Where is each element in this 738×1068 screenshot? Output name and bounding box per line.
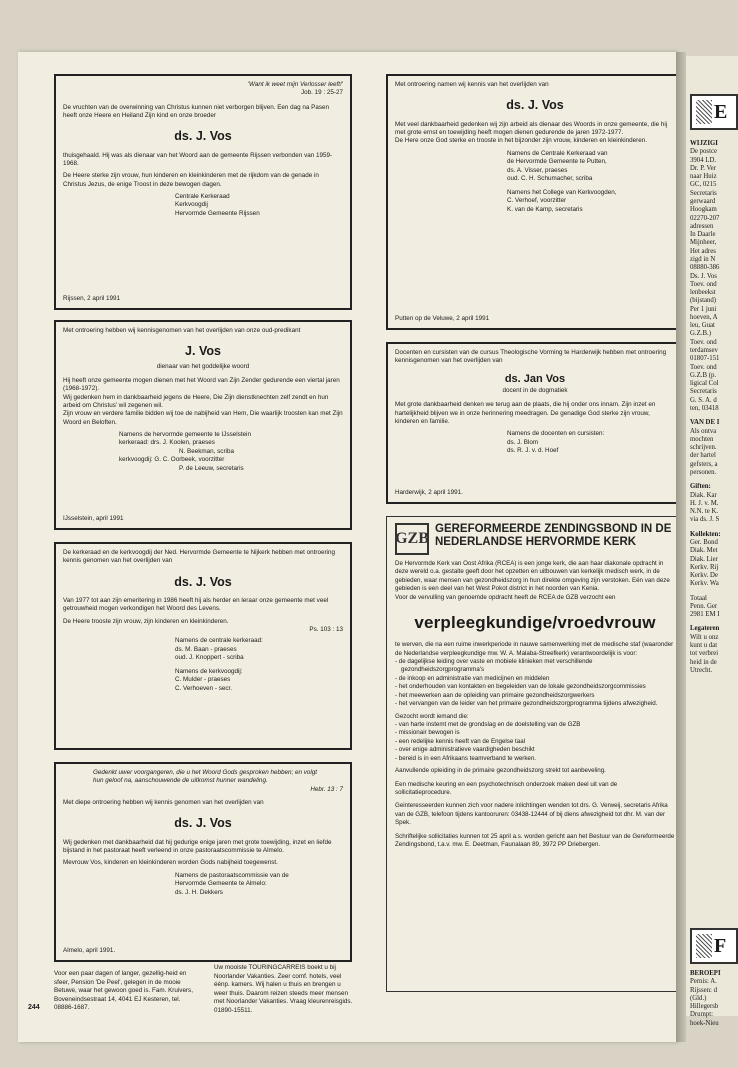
right-page-column <box>690 970 721 1028</box>
signature-block <box>175 872 343 898</box>
text-line: schrijven. <box>690 444 717 452</box>
text-line: G.Z.B.) <box>690 330 711 338</box>
section-header-letter: E <box>714 101 728 123</box>
obituary-putten <box>386 74 684 330</box>
text-line: Secretaris <box>690 189 717 197</box>
text-line: H. J. v. M. <box>690 499 719 507</box>
signature-line: C. Mulder - praeses <box>175 676 231 684</box>
text-line: Ger. Bond <box>690 538 718 546</box>
section-header-box <box>690 94 738 130</box>
body-text: Mevrouw Vos, kinderen en kleinkinderen worden Gods nabijheid toegewenst. <box>63 859 278 867</box>
body-text: De Hervormde Kerk van Oost Afrika (RCEA) is een jonge kerk, die aan haar diakonale opdracht in deze wereld o.a. gestalte geeft door het opzetten en uitbouwen van kerkelijk medisch werk, in de gebieden, waar mensen van gezondheidszorg in hun direkte omgeving zijn verstoken. Eén van deze gebieden is een deel van het West Pokot district in het noorden van Kenia. <box>395 560 670 593</box>
signature-block <box>175 668 343 694</box>
text-line: Wilt u onz <box>690 633 719 641</box>
gzb-job-advertisement <box>386 516 684 992</box>
text-line: heid in de <box>690 658 717 666</box>
signature-block <box>175 193 343 219</box>
signature-line: ds. A. Visser, praeses <box>507 166 568 174</box>
text-line: Het adres <box>690 247 716 255</box>
list-item: - het onderhouden van kontakten en begeleiden van de lokale gezondheidszorgcommissies <box>395 683 646 691</box>
text-line: Toev. ond <box>690 280 717 288</box>
intro-text: Met ontroering namen wij kennis van het overlijden van <box>395 81 549 88</box>
bible-quote: 'Want ik weet mijn Verlosser leeft!' <box>247 81 343 88</box>
text-line: Legateren <box>690 625 720 633</box>
list-item: - over enige administratieve vaardigheden beschikt <box>395 746 535 754</box>
intro-text: De kerkeraad en de kerkvoogdij der Ned. Hervormde Gemeente te Nijkerk hebben met ontroering kennis genomen van het overlijden van <box>63 549 335 565</box>
text-line: N.N. te K. <box>690 508 719 516</box>
text-line: Hoogkam <box>690 206 717 214</box>
signature-line: N. Beekman, scriba <box>179 447 234 455</box>
body-text: Aanvullende opleiding in de primaire gezondheidszorg strekt tot aanbeveling. <box>395 767 606 775</box>
deceased-name: ds. J. Vos <box>174 129 232 144</box>
gzb-title: GEREFORMEERDE ZENDINGSBOND IN DE NEDERLANDSE HERVORMDE KERK <box>435 523 672 548</box>
text-line: mochten <box>690 435 714 443</box>
text-line: zigd in N <box>690 255 716 263</box>
signature-line: ds. R. J. v. d. Hoef <box>507 447 559 455</box>
place-date: Rijssen, 2 april 1991 <box>63 294 121 302</box>
signature-block <box>507 430 675 456</box>
text-line: ligical Col <box>690 380 719 388</box>
text-line: der hartel <box>690 452 716 460</box>
list-item: - het meewerken aan de opleiding van primaire gezondheidszorgwerkers <box>395 691 595 699</box>
text-line: Diak. Kar <box>690 491 717 499</box>
subtitle: docent in de dogmatiek <box>502 387 568 395</box>
newspaper-page <box>18 52 676 1042</box>
signature-line: de Hervormde Gemeente te Putten, <box>507 158 607 166</box>
page-gutter <box>676 52 686 1042</box>
text-line: Hillegersb <box>690 1003 719 1011</box>
signature-line: kerkeraad: drs. J. Koolen, praeses <box>119 439 215 447</box>
bible-reference: Hebr. 13 : 7 <box>310 785 343 793</box>
body-text: thuisgehaald. Hij was als dienaar van het Woord aan de gemeente Rijssen verbonden van 1959-1968. <box>63 151 333 167</box>
signature-line: Namens de kerkvoogdij: <box>175 667 243 675</box>
bible-quote: Gedenkt uwer voorgangeren, die u het Woord Gods gesproken hebben; en volgt hun geloof na, aanschouwende de uitkomst hunner wandeling. <box>93 769 318 785</box>
body-text: Een medische keuring en een psychotechnisch onderzoek maken deel uit van de sollicitatieprocedure. <box>395 780 618 796</box>
text-line: Diak. Lier <box>690 555 718 563</box>
gzb-logo: GZB <box>395 523 429 555</box>
deceased-name: ds. J. Vos <box>174 816 232 831</box>
text-line: 08880-386 <box>690 264 720 272</box>
text-line: Rijssen: d <box>690 986 718 994</box>
text-line: personen. <box>690 468 717 476</box>
text-line: 3904 LD. <box>690 156 717 164</box>
text-line: Kollekten: <box>690 530 721 538</box>
obituary-ijsselstein <box>54 320 352 530</box>
signature-block <box>175 637 343 663</box>
requirements-intro: Gezocht wordt iemand die: <box>395 712 469 720</box>
text-line: terdamsev <box>690 347 718 355</box>
body-text: De Heere sterke zijn vrouw, hun kinderen en kleinkinderen met de rijkdom van de genade in Christus Jezus, de enige Troost in deze bewogen dagen. <box>63 172 319 188</box>
body-text: De Here onze God sterke en trooste in het bijzonder zijn vrouw, kinderen en kleinkinderen. <box>395 137 648 145</box>
obituary-almelo <box>54 762 352 962</box>
text-line: Toev. ond <box>690 363 717 371</box>
signature-line: ds. J. H. Dekkers <box>175 888 223 896</box>
body-text: Schriftelijke sollicitaties kunnen tot 25 april a.s. worden gericht aan het Bestuur van de Gereformeerde Zendingsbond, t.a.v. mw. E. Deetman, Faunalaan 89, 3972 PP Driebergen. <box>395 832 675 849</box>
text-line: naar Huiz <box>690 173 717 181</box>
text-line: tot verbrei <box>690 650 719 658</box>
body-text: Voor de vervulling van genoemde opdracht heeft de RCEA de GZB verzocht een <box>395 593 616 601</box>
right-page-column <box>690 140 721 675</box>
signature-line: Namens het College van Kerkvoogden, <box>507 188 617 196</box>
signature-block <box>507 189 675 215</box>
body-text: Wij gedenken met dankbaarheid dat hij gedurige enige jaren met grote toewijding, inzet en liefde bijstand in het pastoraat heeft verleend in onze pastoraatscommissie te Almelo. <box>63 838 332 854</box>
intro-text: Docenten en cursisten van de cursus Theologische Vorming te Harderwijk hebben met ontroering kennisgenomen van het overlijden van <box>395 349 667 365</box>
signature-line: ds. M. Baan - praeses <box>175 645 237 653</box>
body-text: De Heere trooste zijn vrouw, zijn kinderen en kleinkinderen. <box>63 617 229 625</box>
text-line: gerwaard <box>690 197 716 205</box>
deceased-name: J. Vos <box>185 344 221 359</box>
text-line: BEROEPI <box>690 970 721 977</box>
text-line: Pernis: A. <box>690 978 717 986</box>
body-text: Wij gedenken hem in dankbaarheid jegens de Heere, Die Zijn dienstknechten zelf zendt en hun arbeid om Christus' wil zegenen wil. <box>63 393 329 409</box>
text-line: 2981 EM I <box>690 611 720 619</box>
text-line: leu, Guat <box>690 322 715 330</box>
intro-text: Met diepe ontroering hebben wij kennis genomen van het overlijden van <box>63 798 264 806</box>
gzb-header <box>395 523 675 555</box>
text-line: G.Z.B (p. <box>690 371 717 379</box>
obituary-rijssen <box>54 74 352 310</box>
signature-line: ds. J. Blom <box>507 438 539 446</box>
list-item: - missionair bewogen is <box>395 729 460 737</box>
text-line: Dr. P. Ver <box>690 164 716 172</box>
text-line: WIJZIGI <box>690 140 718 147</box>
text-line: Per 1 juni <box>690 305 717 313</box>
text-line: ten, 03418 <box>690 405 719 412</box>
obituary-nijkerk <box>54 542 352 750</box>
section-header-box <box>690 928 738 964</box>
list-item: - van harte instemt met de grondslag en de doelstelling van de GZB <box>395 721 581 729</box>
bible-reference: Ps. 103 : 13 <box>309 625 343 633</box>
text-line: Giften: <box>690 483 711 491</box>
signature-line: oud. J. Knoppert - scriba <box>175 654 244 662</box>
signature-line: Centrale Kerkeraad <box>175 192 230 200</box>
list-item: - de dagelijkse leiding over vaste en mobiele klinieken met verschillende gezondheidszorgprogramma's <box>395 658 593 674</box>
body-text: Met grote dankbaarheid denken we terug aan de plaats, die hij onder ons innam. Zijn inzet en hartelijkheid blijven we in onze herinnering meedragen. De genadige God sterke zijn vrouw, kinderen en familie. <box>395 401 656 425</box>
text-line: Diak. Met <box>690 547 718 555</box>
page-number: 244 <box>28 1004 40 1011</box>
signature-line: Namens de Centrale Kerkeraad van <box>507 149 608 157</box>
subtitle: dienaar van het goddelijke woord <box>156 362 250 370</box>
body-text: Hij heeft onze gemeente mogen dienen met het Woord van Zijn Zender gedurende een viertal jaren (1968-1972). <box>63 377 340 393</box>
signature-line: Kerkvoogdij <box>175 201 208 209</box>
intro-text: De vruchten van de overwinning van Christus kunnen niet verborgen blijven. Een dag na Pasen heeft onze Heere en Heiland Zijn kind en onze broeder <box>63 103 330 119</box>
list-item: - het vervangen van de leider van het primaire gezondheidszorgprogramma tijdens afwezigheid. <box>395 700 658 708</box>
list-item: - een redelijke kennis heeft van de Engelse taal <box>395 737 526 745</box>
signature-line: Namens de hervormde gemeente te IJsselstein <box>119 430 251 438</box>
text-line: Toev. ond <box>690 338 717 346</box>
list-item: - bereid is in een Afrikaans teamverband te werken. <box>395 754 537 762</box>
text-line: Kerkv. Rij <box>690 563 719 571</box>
text-line: adressen <box>690 222 714 230</box>
text-line: lenbeekst <box>690 289 716 297</box>
signature-line: oud. C. H. Schumacher, scriba <box>507 175 593 183</box>
body-text: Met veel dankbaarheid gedenken wij zijn arbeid als dienaar des Woords in onze gemeente, die hij met grote ernst en toewijding heeft mogen dienen gedurende de jaren 1972-1977. <box>395 120 668 137</box>
signature-line: C. Verhoef, voorzitter <box>507 197 567 205</box>
text-line: Als ontva <box>690 427 717 435</box>
task-list <box>395 658 675 709</box>
text-line: GC, 0215 <box>690 181 717 189</box>
deceased-name: ds. J. Vos <box>174 574 232 589</box>
job-title: verpleegkundige/vroedvrouw <box>414 613 656 633</box>
text-line: Utrecht. <box>690 666 713 674</box>
signature-line: Namens de centrale kerkeraad: <box>175 637 263 645</box>
text-line: Secretaris <box>690 388 717 396</box>
text-line: Drumpt: <box>690 1011 714 1019</box>
deceased-name: ds. J. Vos <box>506 98 564 113</box>
text-line: Ds. J. Vos <box>690 272 717 280</box>
text-line: Penn. Ger <box>690 602 718 610</box>
signature-line: Hervormde Gemeente te Almelo: <box>175 880 267 888</box>
signature-line: Hervormde Gemeente Rijssen <box>175 209 260 217</box>
signature-line: kerkvoogdij: G. C. Oorbeek, voorzitter <box>119 456 225 464</box>
body-text: Geinteresseerden kunnen zich voor nadere inlichtingen wenden tot drs. G. Verweij, secretaris Afrika van de GZB, telefoon tijdens kantooruren: 03438-12444 of bij diens afwezigheid tot dhr. M. van der Spek. <box>395 802 668 827</box>
bible-reference: Job. 19 : 25-27 <box>300 89 343 97</box>
text-line: Totaal <box>690 594 707 602</box>
text-line: 01807-151 <box>690 355 720 363</box>
signature-line: P. de Leeuw, secretaris <box>179 464 244 472</box>
place-date: Putten op de Veluwe, 2 april 1991 <box>395 314 490 322</box>
signature-line: K. van de Kamp, secretaris <box>507 205 583 213</box>
signature-line: Namens de pastoraatscommissie van de <box>175 871 289 879</box>
text-line: De postce <box>690 148 717 156</box>
text-line: (bijstand) <box>690 297 717 305</box>
ad-noorlander-vakanties: Uw mooiste TOURINGCARREIS boekt u bij Noorlander Vakanties. Zeer comf. hotels, veel éénp. kamers. Wij halen u thuis en brengen u weer thuis. Daarom reizen steeds meer mensen met Noorlander Vakanties. Vraag kleurenreisgids. 01890-15511. <box>214 964 353 1014</box>
text-line: In Daarle <box>690 231 716 239</box>
text-line: VAN DE I <box>690 419 720 427</box>
text-line: hoek-Nieu <box>690 1019 719 1027</box>
obituary-harderwijk <box>386 342 684 504</box>
place-date: IJsselstein, april 1991 <box>63 514 124 522</box>
text-line: Kerkv. Wa <box>690 580 719 588</box>
body-text: te werven, die na een ruime inwerkperiode in nauwe samenwerking met de medische staf (waaronder de Nederlandse verpleegkundige mw. W. A. Malaba-Streefkerk) verantwoordelijk is voor: <box>395 641 674 657</box>
text-line: gefsters, a <box>690 460 718 468</box>
requirements-list <box>395 721 675 763</box>
signature-line: C. Verhoeven - secr. <box>175 684 233 692</box>
text-line: hoeven, A <box>690 313 718 321</box>
place-date: Almelo, april 1991. <box>63 946 116 954</box>
signature-block <box>119 431 343 474</box>
ad-pension-de-peel: Voor een paar dagen of langer, gezellig-heid en sfeer, Pension 'De Peel', gelegen in de mooie Betuwe, waar het gewoon goed is. Fam. Kruivers, Boveneindsestraat 14, 4041 EJ Kesteren, tel. 08886-1687. <box>54 970 193 1011</box>
text-line: G. S. A. d <box>690 396 717 404</box>
text-line: Mijnheer, <box>690 239 717 247</box>
signature-block <box>507 150 675 184</box>
body-text: Zijn vrouw en verdere familie bidden wij toe de nabijheid van Hem, Die waarlijk troosten kan met Zijn Woord en Beloften. <box>63 410 343 426</box>
deceased-name: ds. Jan Vos <box>504 372 566 385</box>
body-text: Van 1977 tot aan zijn emeritering in 1986 heeft hij als herder en leraar onze gemeente met veel getrouwheid mogen verkondigen het Woord des Levens. <box>63 597 329 613</box>
intro-text: Met ontroering hebben wij kennisgenomen van het overlijden van onze oud-predikant <box>63 327 301 334</box>
list-item: - de inkoop en administratie van medicijnen en middelen <box>395 674 550 682</box>
text-line: Kerkv. De <box>690 572 718 580</box>
adjacent-page <box>686 56 738 1027</box>
section-header-letter: F <box>714 935 727 957</box>
text-line: 02270-207 <box>690 214 720 222</box>
text-line: (Gld.) <box>690 994 707 1002</box>
text-line: kunt u dat <box>690 642 718 650</box>
place-date: Harderwijk, 2 april 1991. <box>395 488 463 496</box>
text-line: via ds. J. S <box>690 516 720 524</box>
signature-line: Namens de docenten en cursisten: <box>507 430 605 438</box>
